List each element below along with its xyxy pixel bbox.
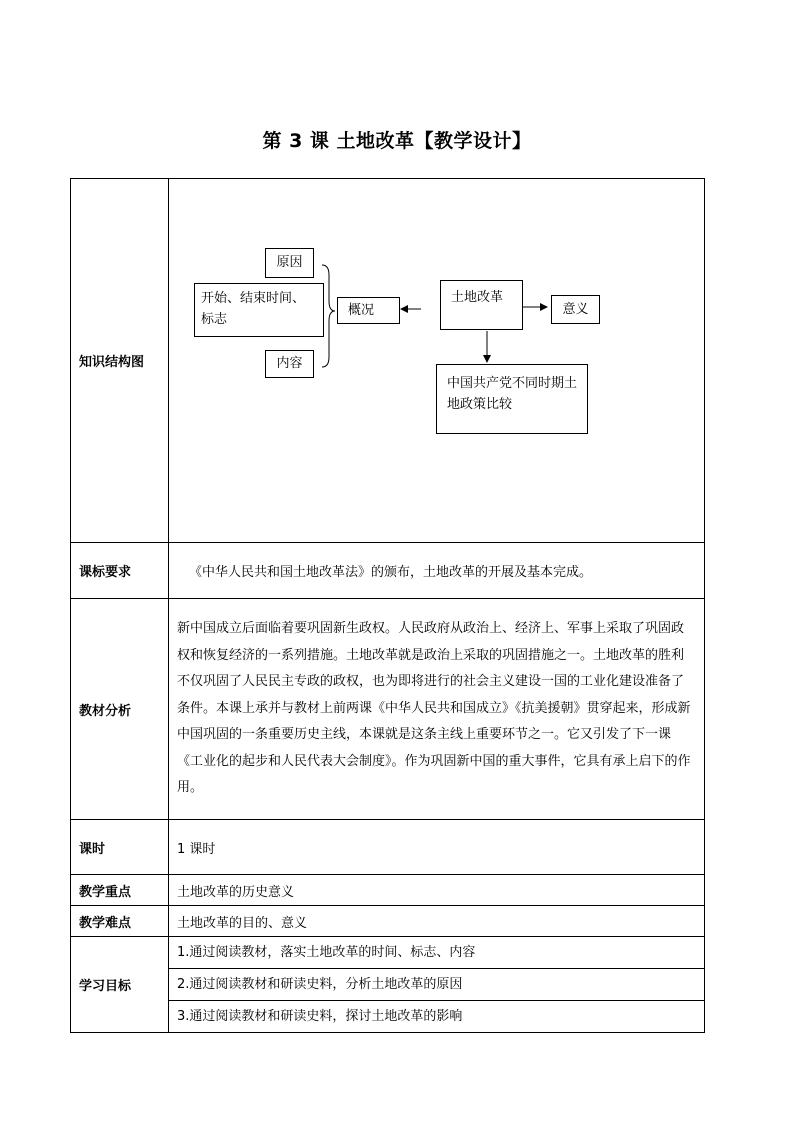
value-period: 1 课时 (169, 820, 705, 875)
value-difficulty: 土地改革的目的、意义 (169, 906, 705, 937)
goal-item: 3.通过阅读教材和研读史料，探讨土地改革的影响 (177, 1009, 463, 1024)
value-focus: 土地改革的历史意义 (169, 875, 705, 906)
row-focus (71, 875, 705, 906)
row-structure (71, 179, 705, 543)
value-goals (169, 937, 705, 1033)
label-difficulty: 教学难点 (71, 906, 169, 937)
row-standard (71, 543, 705, 599)
box-significance: 意义 (551, 295, 600, 324)
label-standard: 课标要求 (71, 543, 169, 599)
row-period (71, 820, 705, 875)
knowledge-structure-diagram (169, 179, 704, 542)
lesson-design-table (70, 178, 705, 1033)
row-analysis (71, 599, 705, 820)
box-overview: 概况 (337, 297, 400, 324)
box-policy-comparison: 中国共产党不同时期土地政策比较 (436, 364, 588, 434)
box-cause: 原因 (265, 248, 314, 278)
row-difficulty (71, 906, 705, 937)
diagram-connectors (169, 179, 714, 542)
box-center-land-reform: 土地改革 (440, 280, 523, 330)
box-content: 内容 (265, 350, 314, 378)
label-analysis: 教材分析 (71, 599, 169, 820)
row-goals (71, 937, 705, 1033)
value-analysis: 新中国成立后面临着要巩固新生政权。人民政府从政治上、经济上、军事上采取了巩固政权和恢复经济的一系列措施。土地改革就是政治上采取的巩固措施之一。土地改革的胜利不仅巩固了人民民主专政的政权，也为即将进行的社会主义建设一国的工业化建设准备了条件。本课上承并与教材上前两课《中华人民共和国成立》《抗美援朝》贯穿起来，形成新中国巩固的一条重要历史主线，本课就是这条主线上重要环节之一。它又引发了下一课《工业化的起步和人民代表大会制度》。作为巩固新中国的重大事件，它具有承上启下的作用。 (169, 599, 705, 820)
label-focus: 教学重点 (71, 875, 169, 906)
goal-item: 1.通过阅读教材，落实土地改革的时间、标志、内容 (169, 937, 704, 969)
structure-diagram-cell (169, 179, 705, 543)
document-title: 第 3 课 土地改革【教学设计】 (262, 130, 532, 152)
label-structure: 知识结构图 (71, 179, 169, 543)
label-period: 课时 (71, 820, 169, 875)
value-standard: 《中华人民共和国土地改革法》的颁布，土地改革的开展及基本完成。 (169, 543, 705, 599)
label-goals: 学习目标 (71, 937, 169, 1033)
goal-item: 2.通过阅读教材和研读史料，分析土地改革的原因 (169, 969, 704, 1001)
box-time: 开始、结束时间、标志 (194, 283, 324, 337)
